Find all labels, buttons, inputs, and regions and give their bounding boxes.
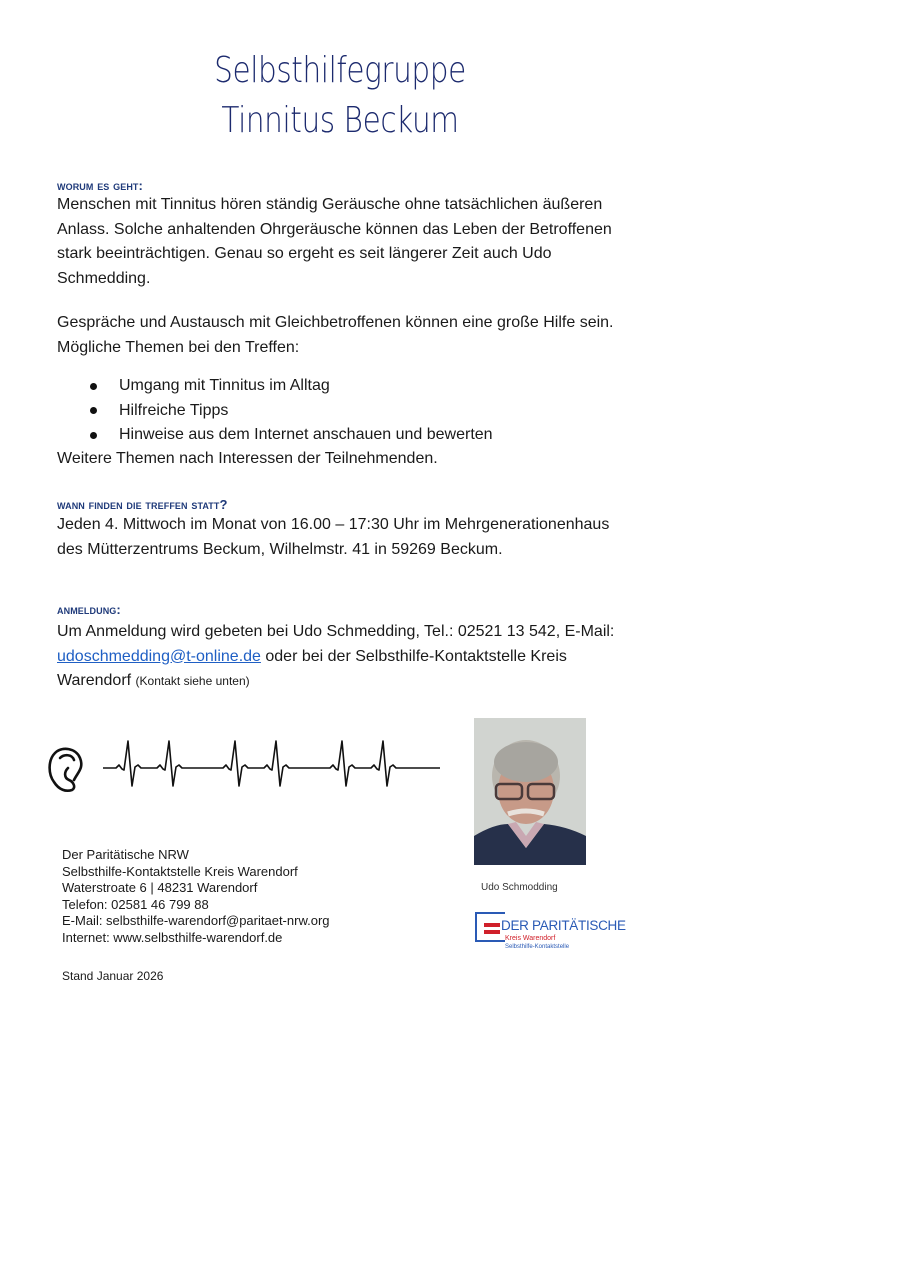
text-line: Mögliche Themen bei den Treffen:: [57, 338, 300, 356]
bullet-icon: [90, 407, 97, 414]
contact-line: Der Paritätische NRW: [62, 847, 189, 862]
text-line: Anlass. Solche anhaltenden Ohrgeräusche können das Leben der Betroffenen: [57, 220, 612, 238]
heading-wann: wann finden die treffen statt?: [57, 497, 228, 512]
logo-subtitle-region: Kreis Warendorf: [505, 935, 556, 942]
logo-name: DER PARITÄTISCHE: [501, 918, 626, 933]
list-item: [90, 423, 493, 448]
meeting-info: [57, 513, 609, 562]
email-link[interactable]: udoschmedding@t-online.de: [57, 647, 261, 665]
registration-info: [57, 620, 614, 694]
text-segment: Warendorf: [57, 672, 136, 689]
document-title-line1: Selbsthilfegruppe: [214, 50, 466, 91]
tinnitus-graphic: [44, 736, 444, 808]
intro-paragraph: [57, 193, 612, 291]
contact-line: E-Mail: selbsthilfe-warendorf@paritaet-nrw.org: [62, 913, 330, 928]
text-line: Weitere Themen nach Interessen der Teilnehmenden.: [57, 450, 438, 467]
text-line: Gespräche und Austausch mit Gleichbetroffenen können eine große Hilfe sein.: [57, 314, 614, 331]
ear-icon: [50, 749, 82, 791]
list-item-text: Umgang mit Tinnitus im Alltag: [119, 377, 330, 394]
text-line: [57, 645, 614, 670]
list-item: [90, 374, 493, 399]
text-line: Menschen mit Tinnitus hören ständig Geräusche ohne tatsächlichen äußeren: [57, 196, 603, 213]
date-note: Stand Januar 2026: [62, 969, 164, 983]
bullet-icon: [90, 383, 97, 390]
text-segment: oder bei der Selbsthilfe-Kontaktstelle Kreis: [260, 647, 567, 665]
heading-worum: worum es geht:: [57, 178, 143, 193]
list-item: [90, 399, 493, 424]
topics-paragraph: [57, 311, 613, 360]
heading-anmeldung: anmeldung:: [57, 602, 121, 617]
text-line: Schmedding.: [57, 269, 151, 287]
logo-subtitle-unit: Selbsthilfe-Kontaktstelle: [505, 944, 570, 950]
contact-line: Telefon: 02581 46 799 88: [62, 896, 209, 912]
logo-bar-icon: [484, 923, 500, 927]
contact-line: Waterstroate 6 | 48231 Warendorf: [62, 880, 258, 895]
contact-line: Selbsthilfe-Kontaktstelle Kreis Warendorf: [62, 863, 298, 879]
bullet-icon: [90, 432, 97, 439]
contact-line: Internet: www.selbsthilfe-warendorf.de: [62, 929, 283, 945]
list-item-text: Hilfreiche Tipps: [119, 401, 229, 419]
text-line: [57, 669, 614, 694]
contact-block: [62, 847, 330, 946]
text-line: stark beeinträchtigen. Genau so ergeht es seit längerer Zeit auch Udo: [57, 245, 552, 262]
further-topics-text: [57, 447, 438, 472]
portrait-photo: [474, 718, 586, 865]
list-item-text: Hinweise aus dem Internet anschauen und bewerten: [119, 426, 493, 443]
text-line: Jeden 4. Mittwoch im Monat von 16.00 – 17:30 Uhr im Mehrgenerationenhaus: [57, 516, 610, 533]
document-title-line2: Tinnitus Beckum: [221, 100, 459, 141]
paritaetische-logo: [475, 912, 625, 956]
text-line: Um Anmeldung wird gebeten bei Udo Schmedding, Tel.: 02521 13 542, E-Mail:: [57, 623, 615, 640]
text-line: des Mütterzentrums Beckum, Wilhelmstr. 41 in 59269 Beckum.: [57, 540, 503, 558]
topics-list: [90, 374, 493, 448]
logo-bar-icon: [484, 930, 500, 934]
heartbeat-line: [103, 741, 440, 786]
contact-hint: (Kontakt siehe unten): [135, 674, 250, 688]
person-image: [474, 718, 586, 865]
photo-caption: Udo Schmodding: [481, 882, 558, 893]
